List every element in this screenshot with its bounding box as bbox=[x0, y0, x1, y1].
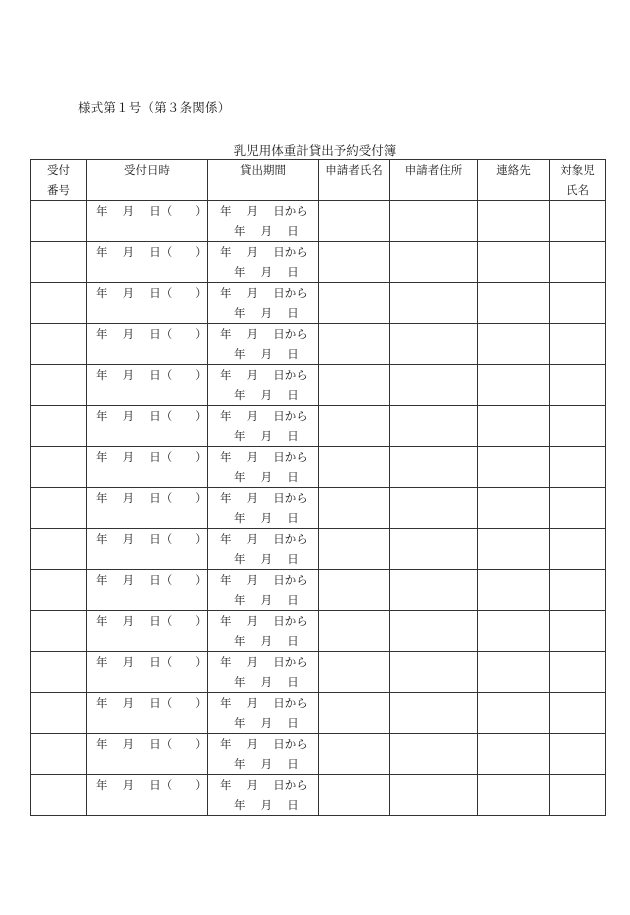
header-line: 受付 bbox=[47, 163, 70, 177]
cell-applicant-name[interactable] bbox=[319, 734, 390, 775]
header-applicant-address bbox=[390, 160, 478, 201]
datetime-template: 年 月 日（ ） bbox=[96, 696, 207, 710]
period-from-template: 年 月 日から bbox=[220, 204, 308, 218]
header-line: 受付日時 bbox=[124, 163, 170, 177]
table-row bbox=[31, 447, 606, 488]
cell-receipt-datetime[interactable] bbox=[87, 775, 208, 816]
cell-receipt-datetime[interactable] bbox=[87, 611, 208, 652]
header-line: 申請者住所 bbox=[404, 163, 463, 177]
cell-receipt-number[interactable] bbox=[31, 406, 87, 447]
period-from-template: 年 月 日から bbox=[220, 368, 308, 382]
cell-rental-period[interactable] bbox=[208, 283, 319, 324]
cell-rental-period[interactable] bbox=[208, 529, 319, 570]
cell-applicant-name[interactable] bbox=[319, 652, 390, 693]
cell-receipt-number[interactable] bbox=[31, 734, 87, 775]
header-row bbox=[31, 160, 606, 201]
cell-contact[interactable] bbox=[478, 611, 550, 652]
period-to-template: 年 月 日 bbox=[234, 757, 299, 771]
cell-receipt-datetime[interactable] bbox=[87, 488, 208, 529]
cell-applicant-name[interactable] bbox=[319, 611, 390, 652]
header-line: 対象児 bbox=[560, 163, 595, 177]
period-to-template: 年 月 日 bbox=[234, 511, 299, 525]
period-from-template: 年 月 日から bbox=[220, 655, 308, 669]
cell-contact[interactable] bbox=[478, 652, 550, 693]
datetime-template: 年 月 日（ ） bbox=[96, 491, 207, 505]
cell-receipt-datetime[interactable] bbox=[87, 324, 208, 365]
cell-receipt-datetime[interactable] bbox=[87, 242, 208, 283]
cell-applicant-address[interactable] bbox=[390, 242, 478, 283]
period-from-template: 年 月 日から bbox=[220, 778, 308, 792]
form-number: 様式第１号（第３条関係） bbox=[78, 100, 231, 115]
cell-contact[interactable] bbox=[478, 365, 550, 406]
datetime-template: 年 月 日（ ） bbox=[96, 614, 207, 628]
period-to-template: 年 月 日 bbox=[234, 552, 299, 566]
cell-contact[interactable] bbox=[478, 324, 550, 365]
cell-receipt-number[interactable] bbox=[31, 365, 87, 406]
cell-applicant-address[interactable] bbox=[390, 775, 478, 816]
cell-child-name[interactable] bbox=[550, 447, 606, 488]
cell-child-name[interactable] bbox=[550, 488, 606, 529]
header-line: 氏名 bbox=[566, 183, 589, 197]
cell-applicant-name[interactable] bbox=[319, 201, 390, 242]
cell-applicant-name[interactable] bbox=[319, 242, 390, 283]
header-child-name bbox=[550, 160, 606, 201]
cell-child-name[interactable] bbox=[550, 365, 606, 406]
cell-contact[interactable] bbox=[478, 201, 550, 242]
cell-receipt-number[interactable] bbox=[31, 693, 87, 734]
cell-receipt-datetime[interactable] bbox=[87, 406, 208, 447]
cell-contact[interactable] bbox=[478, 283, 550, 324]
cell-rental-period[interactable] bbox=[208, 611, 319, 652]
cell-receipt-datetime[interactable] bbox=[87, 652, 208, 693]
period-from-template: 年 月 日から bbox=[220, 614, 308, 628]
header-applicant-name bbox=[319, 160, 390, 201]
period-to-template: 年 月 日 bbox=[234, 265, 299, 279]
table-row bbox=[31, 693, 606, 734]
cell-applicant-name[interactable] bbox=[319, 693, 390, 734]
cell-receipt-datetime[interactable] bbox=[87, 201, 208, 242]
cell-child-name[interactable] bbox=[550, 242, 606, 283]
cell-rental-period[interactable] bbox=[208, 693, 319, 734]
cell-contact[interactable] bbox=[478, 734, 550, 775]
period-from-template: 年 月 日から bbox=[220, 737, 308, 751]
datetime-template: 年 月 日（ ） bbox=[96, 778, 207, 792]
cell-rental-period[interactable] bbox=[208, 447, 319, 488]
header-line: 連絡先 bbox=[496, 163, 531, 177]
cell-rental-period[interactable] bbox=[208, 242, 319, 283]
cell-applicant-address[interactable] bbox=[390, 447, 478, 488]
cell-receipt-number[interactable] bbox=[31, 611, 87, 652]
datetime-template: 年 月 日（ ） bbox=[96, 573, 207, 587]
cell-receipt-datetime[interactable] bbox=[87, 529, 208, 570]
table-row bbox=[31, 324, 606, 365]
cell-child-name[interactable] bbox=[550, 570, 606, 611]
table-row bbox=[31, 406, 606, 447]
cell-child-name[interactable] bbox=[550, 406, 606, 447]
datetime-template: 年 月 日（ ） bbox=[96, 532, 207, 546]
cell-receipt-number[interactable] bbox=[31, 447, 87, 488]
cell-receipt-number[interactable] bbox=[31, 488, 87, 529]
cell-applicant-name[interactable] bbox=[319, 406, 390, 447]
cell-rental-period[interactable] bbox=[208, 365, 319, 406]
cell-applicant-name[interactable] bbox=[319, 775, 390, 816]
cell-contact[interactable] bbox=[478, 775, 550, 816]
cell-child-name[interactable] bbox=[550, 734, 606, 775]
table-row bbox=[31, 201, 606, 242]
cell-receipt-number[interactable] bbox=[31, 201, 87, 242]
cell-contact[interactable] bbox=[478, 570, 550, 611]
datetime-template: 年 月 日（ ） bbox=[96, 655, 207, 669]
header-line: 申請者氏名 bbox=[325, 163, 383, 177]
cell-rental-period[interactable] bbox=[208, 406, 319, 447]
cell-applicant-address[interactable] bbox=[390, 283, 478, 324]
cell-applicant-address[interactable] bbox=[390, 693, 478, 734]
cell-receipt-number[interactable] bbox=[31, 242, 87, 283]
period-to-template: 年 月 日 bbox=[234, 675, 299, 689]
cell-applicant-address[interactable] bbox=[390, 488, 478, 529]
period-to-template: 年 月 日 bbox=[234, 470, 299, 484]
cell-rental-period[interactable] bbox=[208, 324, 319, 365]
cell-applicant-name[interactable] bbox=[319, 324, 390, 365]
ledger-body bbox=[31, 201, 606, 816]
period-from-template: 年 月 日から bbox=[220, 245, 308, 259]
datetime-template: 年 月 日（ ） bbox=[96, 450, 207, 464]
period-to-template: 年 月 日 bbox=[234, 716, 299, 730]
cell-receipt-number[interactable] bbox=[31, 652, 87, 693]
period-to-template: 年 月 日 bbox=[234, 347, 299, 361]
cell-rental-period[interactable] bbox=[208, 570, 319, 611]
header-contact bbox=[478, 160, 550, 201]
cell-applicant-address[interactable] bbox=[390, 324, 478, 365]
cell-child-name[interactable] bbox=[550, 775, 606, 816]
period-from-template: 年 月 日から bbox=[220, 491, 308, 505]
period-to-template: 年 月 日 bbox=[234, 798, 299, 812]
cell-receipt-datetime[interactable] bbox=[87, 283, 208, 324]
datetime-template: 年 月 日（ ） bbox=[96, 204, 207, 218]
cell-applicant-address[interactable] bbox=[390, 529, 478, 570]
cell-rental-period[interactable] bbox=[208, 775, 319, 816]
header-rental-period bbox=[208, 160, 319, 201]
cell-receipt-number[interactable] bbox=[31, 570, 87, 611]
datetime-template: 年 月 日（ ） bbox=[96, 245, 207, 259]
table-row bbox=[31, 652, 606, 693]
cell-receipt-datetime[interactable] bbox=[87, 734, 208, 775]
cell-child-name[interactable] bbox=[550, 324, 606, 365]
datetime-template: 年 月 日（ ） bbox=[96, 409, 207, 423]
period-from-template: 年 月 日から bbox=[220, 573, 308, 587]
cell-receipt-number[interactable] bbox=[31, 529, 87, 570]
datetime-template: 年 月 日（ ） bbox=[96, 327, 207, 341]
cell-applicant-address[interactable] bbox=[390, 406, 478, 447]
header-receipt-number bbox=[31, 160, 87, 201]
reservation-ledger-table bbox=[30, 159, 606, 816]
cell-contact[interactable] bbox=[478, 406, 550, 447]
datetime-template: 年 月 日（ ） bbox=[96, 737, 207, 751]
period-to-template: 年 月 日 bbox=[234, 306, 299, 320]
period-from-template: 年 月 日から bbox=[220, 327, 308, 341]
cell-contact[interactable] bbox=[478, 242, 550, 283]
cell-applicant-name[interactable] bbox=[319, 488, 390, 529]
table-row bbox=[31, 734, 606, 775]
cell-receipt-number[interactable] bbox=[31, 775, 87, 816]
cell-applicant-name[interactable] bbox=[319, 529, 390, 570]
period-to-template: 年 月 日 bbox=[234, 429, 299, 443]
header-receipt-datetime bbox=[87, 160, 208, 201]
cell-rental-period[interactable] bbox=[208, 201, 319, 242]
cell-applicant-address[interactable] bbox=[390, 365, 478, 406]
table-row bbox=[31, 242, 606, 283]
cell-receipt-datetime[interactable] bbox=[87, 365, 208, 406]
table-row bbox=[31, 570, 606, 611]
table-row bbox=[31, 365, 606, 406]
cell-child-name[interactable] bbox=[550, 529, 606, 570]
cell-applicant-address[interactable] bbox=[390, 652, 478, 693]
period-from-template: 年 月 日から bbox=[220, 409, 308, 423]
cell-applicant-address[interactable] bbox=[390, 734, 478, 775]
table-row bbox=[31, 283, 606, 324]
cell-child-name[interactable] bbox=[550, 652, 606, 693]
cell-applicant-name[interactable] bbox=[319, 447, 390, 488]
cell-applicant-name[interactable] bbox=[319, 283, 390, 324]
table-row bbox=[31, 611, 606, 652]
period-from-template: 年 月 日から bbox=[220, 532, 308, 546]
period-to-template: 年 月 日 bbox=[234, 593, 299, 607]
cell-applicant-address[interactable] bbox=[390, 201, 478, 242]
cell-child-name[interactable] bbox=[550, 283, 606, 324]
table-row bbox=[31, 488, 606, 529]
cell-applicant-name[interactable] bbox=[319, 365, 390, 406]
cell-child-name[interactable] bbox=[550, 201, 606, 242]
cell-receipt-datetime[interactable] bbox=[87, 447, 208, 488]
cell-receipt-datetime[interactable] bbox=[87, 570, 208, 611]
cell-contact[interactable] bbox=[478, 488, 550, 529]
datetime-template: 年 月 日（ ） bbox=[96, 286, 207, 300]
cell-contact[interactable] bbox=[478, 447, 550, 488]
ledger-title: 乳児用体重計貸出予約受付簿 bbox=[233, 143, 397, 158]
table-row bbox=[31, 775, 606, 816]
cell-contact[interactable] bbox=[478, 529, 550, 570]
cell-rental-period[interactable] bbox=[208, 652, 319, 693]
cell-receipt-datetime[interactable] bbox=[87, 693, 208, 734]
cell-receipt-number[interactable] bbox=[31, 324, 87, 365]
cell-receipt-number[interactable] bbox=[31, 283, 87, 324]
cell-applicant-address[interactable] bbox=[390, 611, 478, 652]
period-from-template: 年 月 日から bbox=[220, 696, 308, 710]
period-from-template: 年 月 日から bbox=[220, 286, 308, 300]
period-to-template: 年 月 日 bbox=[234, 388, 299, 402]
datetime-template: 年 月 日（ ） bbox=[96, 368, 207, 382]
cell-applicant-name[interactable] bbox=[319, 570, 390, 611]
cell-contact[interactable] bbox=[478, 693, 550, 734]
cell-rental-period[interactable] bbox=[208, 734, 319, 775]
cell-child-name[interactable] bbox=[550, 611, 606, 652]
header-line: 番号 bbox=[47, 183, 70, 197]
period-to-template: 年 月 日 bbox=[234, 224, 299, 238]
table-row bbox=[31, 529, 606, 570]
cell-applicant-address[interactable] bbox=[390, 570, 478, 611]
header-line: 貸出期間 bbox=[240, 163, 286, 177]
cell-rental-period[interactable] bbox=[208, 488, 319, 529]
period-from-template: 年 月 日から bbox=[220, 450, 308, 464]
cell-child-name[interactable] bbox=[550, 693, 606, 734]
period-to-template: 年 月 日 bbox=[234, 634, 299, 648]
